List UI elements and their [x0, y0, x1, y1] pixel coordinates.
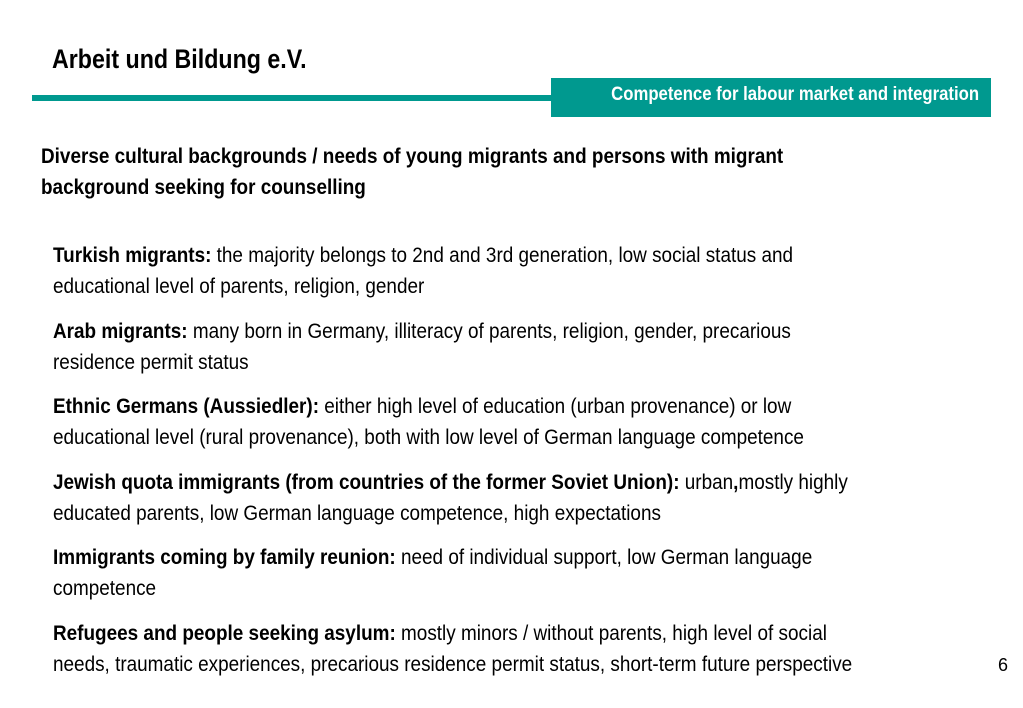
group-comma: ,: [733, 469, 739, 494]
group-jewish-quota-immigrants: [53, 467, 1013, 529]
tagline-banner: [551, 78, 991, 117]
group-line-1: [53, 316, 898, 347]
group-line-2: residence permit status: [53, 349, 249, 374]
group-label: Immigrants coming by family reunion:: [53, 545, 396, 569]
group-refugees-asylum: [53, 618, 1013, 680]
group-turkish-migrants: [53, 240, 1013, 302]
group-line-2: educated parents, low German language competence, high expectations: [53, 500, 661, 525]
group-description-cont: mostly highly: [738, 469, 848, 494]
group-line-2: needs, traumatic experiences, precarious residence permit status, short-term future perspective: [53, 651, 853, 676]
group-description: the majority belongs to 2nd and 3rd generation, low social status and: [211, 243, 794, 267]
group-label: Turkish migrants:: [53, 243, 212, 267]
group-line-1: [53, 542, 898, 573]
group-label: Arab migrants:: [53, 318, 188, 343]
group-ethnic-germans: [53, 391, 1013, 453]
group-line-1: [53, 467, 898, 498]
organization-title: Arbeit und Bildung e.V.: [52, 44, 307, 74]
group-label: Refugees and people seeking asylum:: [53, 620, 396, 645]
slide-heading: [41, 141, 921, 203]
heading-line-1: Diverse cultural backgrounds / needs of young migrants and persons with migrant: [41, 144, 784, 168]
group-description: many born in Germany, illiteracy of parents, religion, gender, precarious: [187, 318, 791, 343]
group-line-1: [53, 618, 898, 649]
tagline-text: Competence for labour market and integration: [611, 84, 979, 105]
accent-divider: [32, 95, 552, 101]
group-label: Jewish quota immigrants (from countries of the former Soviet Union):: [53, 469, 680, 494]
group-family-reunion: [53, 542, 1013, 604]
group-arab-migrants: [53, 316, 1013, 378]
group-description: mostly minors / without parents, high level of social: [395, 620, 827, 645]
group-line-2: educational level (rural provenance), both with low level of German language competence: [53, 425, 804, 449]
group-line-1: [53, 391, 898, 422]
group-label: Ethnic Germans (Aussiedler):: [53, 394, 320, 418]
migrant-groups-list: [53, 240, 1013, 693]
heading-line-2: background seeking for counselling: [41, 175, 366, 199]
group-line-2: competence: [53, 576, 157, 600]
page-number: 6: [998, 655, 1009, 675]
group-description: need of individual support, low German language: [395, 545, 813, 569]
group-description: either high level of education (urban provenance) or low: [319, 394, 792, 418]
group-description: urban: [679, 469, 734, 494]
group-line-1: [53, 240, 898, 271]
group-line-2: educational level of parents, religion, gender: [53, 274, 425, 298]
